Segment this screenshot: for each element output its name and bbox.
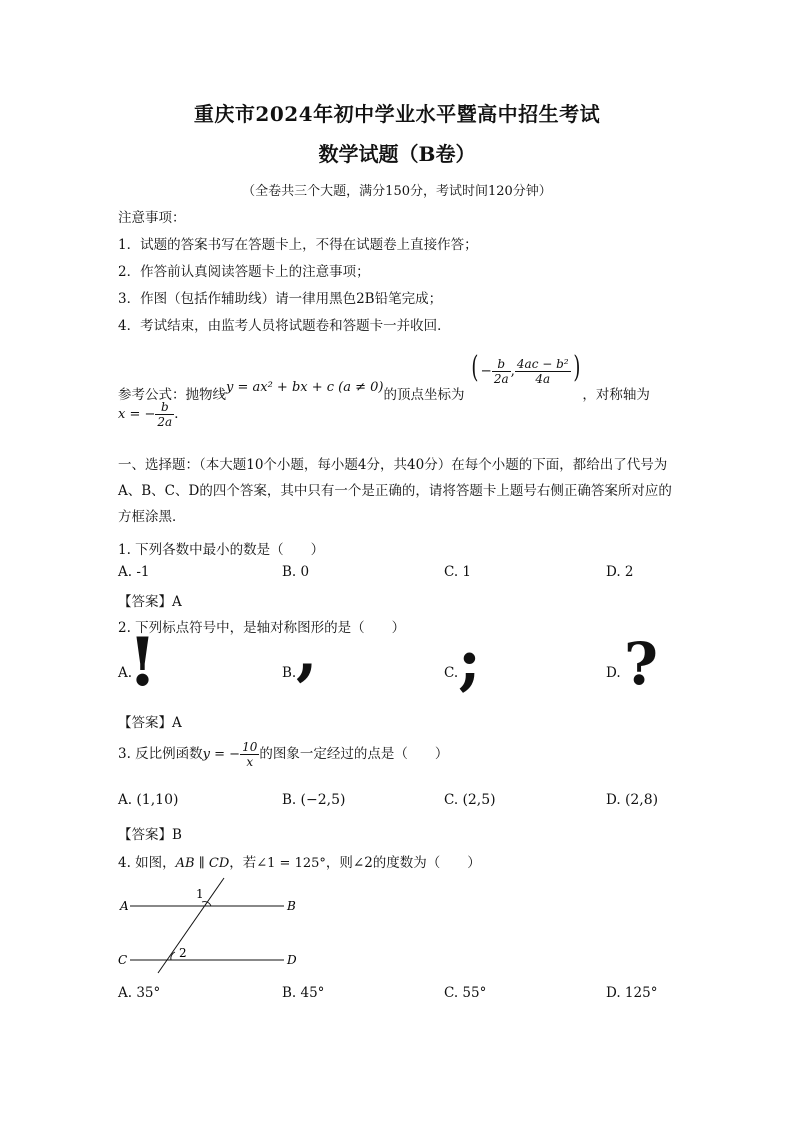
vertex-y-fraction: $\frac{\text{4ac − b²}}{4a}$ bbox=[516, 357, 569, 386]
parabola-expression: y = ax² + bx + c (a ≠ 0) bbox=[226, 380, 384, 395]
parallel-lines-figure bbox=[112, 872, 312, 977]
section-1-intro: 一、选择题：（本大题10个小题，每小题4分，共40分）在每个小题的下面，都给出了代号为A、B、C、D的四个答案，其中只有一个是正确的，请将答题卡上题号右侧正确答案所对应的方框涂黑． bbox=[118, 457, 672, 525]
q4-option-c: C. 55° bbox=[444, 985, 487, 1001]
formula-prefix: 参考公式：抛物线 bbox=[118, 387, 226, 403]
transversal-line bbox=[158, 878, 224, 973]
q1-option-b: B. 0 bbox=[282, 564, 310, 580]
vertex-x-fraction: $\frac{b}{2a}$ bbox=[493, 357, 509, 386]
q3-answer: 【答案】B bbox=[118, 827, 182, 843]
point-b-label: B bbox=[287, 899, 296, 913]
q1-option-a: A. -1 bbox=[118, 564, 150, 580]
q2-option-d-letter: D. bbox=[606, 665, 621, 681]
axis-fraction: $\frac{b}{2a}$ bbox=[157, 400, 173, 429]
question-1-stem: 1. 下列各数中最小的数是（ ） bbox=[118, 542, 325, 558]
formula-suffix: ，对称轴为 bbox=[582, 387, 650, 403]
q2-option-b-letter: B. bbox=[282, 665, 297, 681]
question-mark-glyph: ? bbox=[624, 630, 658, 698]
note-item-4: 4．考试结束，由监考人员将试题卷和答题卡一并收回． bbox=[118, 318, 451, 334]
q2-option-a-letter: A. bbox=[118, 665, 133, 681]
question-2-stem: 2. 下列标点符号中，是轴对称图形的是（ ） bbox=[118, 620, 406, 636]
note-item-2: 2．作答前认真阅读答题卡上的注意事项； bbox=[118, 264, 370, 280]
q1-option-c: C. 1 bbox=[444, 564, 472, 580]
q3-option-a: A. (1,10) bbox=[118, 792, 179, 808]
angle-2-label: 2 bbox=[179, 946, 187, 960]
exam-subject-title: 数学试题（B卷） bbox=[318, 142, 476, 166]
point-c-label: C bbox=[118, 953, 128, 967]
q4-option-d: D. 125° bbox=[606, 985, 658, 1001]
point-a-label: A bbox=[120, 899, 129, 913]
reference-formula: 参考公式：抛物线y = ax² + bx + c (a ≠ 0)的顶点坐标为 ( − $\frac{b}{2a}$ , $\frac{\text{4ac − b²}}{4a}$ )，对称轴为 bbox=[118, 350, 650, 403]
question-4-stem: 4. 如图，AB ∥ CD，若∠1 = 125°，则∠2的度数为（ ） bbox=[118, 855, 481, 871]
axis-formula: x = − $\frac{b}{2a}$ ． bbox=[118, 400, 188, 429]
exam-title: 重庆市2024年初中学业水平暨高中招生考试 bbox=[193, 102, 601, 126]
exclamation-glyph: ! bbox=[128, 623, 157, 701]
q4-option-b: B. 45° bbox=[282, 985, 325, 1001]
q3-option-c: C. (2,5) bbox=[444, 792, 496, 808]
point-d-label: D bbox=[287, 953, 297, 967]
q3-option-b: B. (−2,5) bbox=[282, 792, 346, 808]
q4-option-a: A. 35° bbox=[118, 985, 161, 1001]
question-3-stem: 3. 反比例函数y = − $\frac{10}{x}$ 的图象一定经过的点是（ ） bbox=[118, 740, 449, 769]
semicolon-glyph: ; bbox=[458, 625, 481, 698]
note-item-1: 1．试题的答案书写在答题卡上，不得在试题卷上直接作答； bbox=[118, 237, 478, 253]
note-item-3: 3．作图（包括作辅助线）请一律用黑色2B铅笔完成； bbox=[118, 291, 443, 307]
q1-answer: 【答案】A bbox=[118, 594, 182, 610]
q1-option-d: D. 2 bbox=[606, 564, 634, 580]
notes-heading: 注意事项： bbox=[118, 210, 186, 226]
exam-info: （全卷共三个大题，满分150分，考试时间120分钟） bbox=[242, 184, 552, 199]
angle-1-label: 1 bbox=[196, 887, 204, 901]
function-fraction: $\frac{10}{x}$ bbox=[242, 740, 258, 769]
q2-option-c-letter: C. bbox=[444, 665, 459, 681]
q3-option-d: D. (2,8) bbox=[606, 792, 659, 808]
comma-glyph: , bbox=[296, 615, 318, 688]
formula-middle: 的顶点坐标为 bbox=[383, 387, 465, 403]
q2-answer: 【答案】A bbox=[118, 715, 182, 731]
